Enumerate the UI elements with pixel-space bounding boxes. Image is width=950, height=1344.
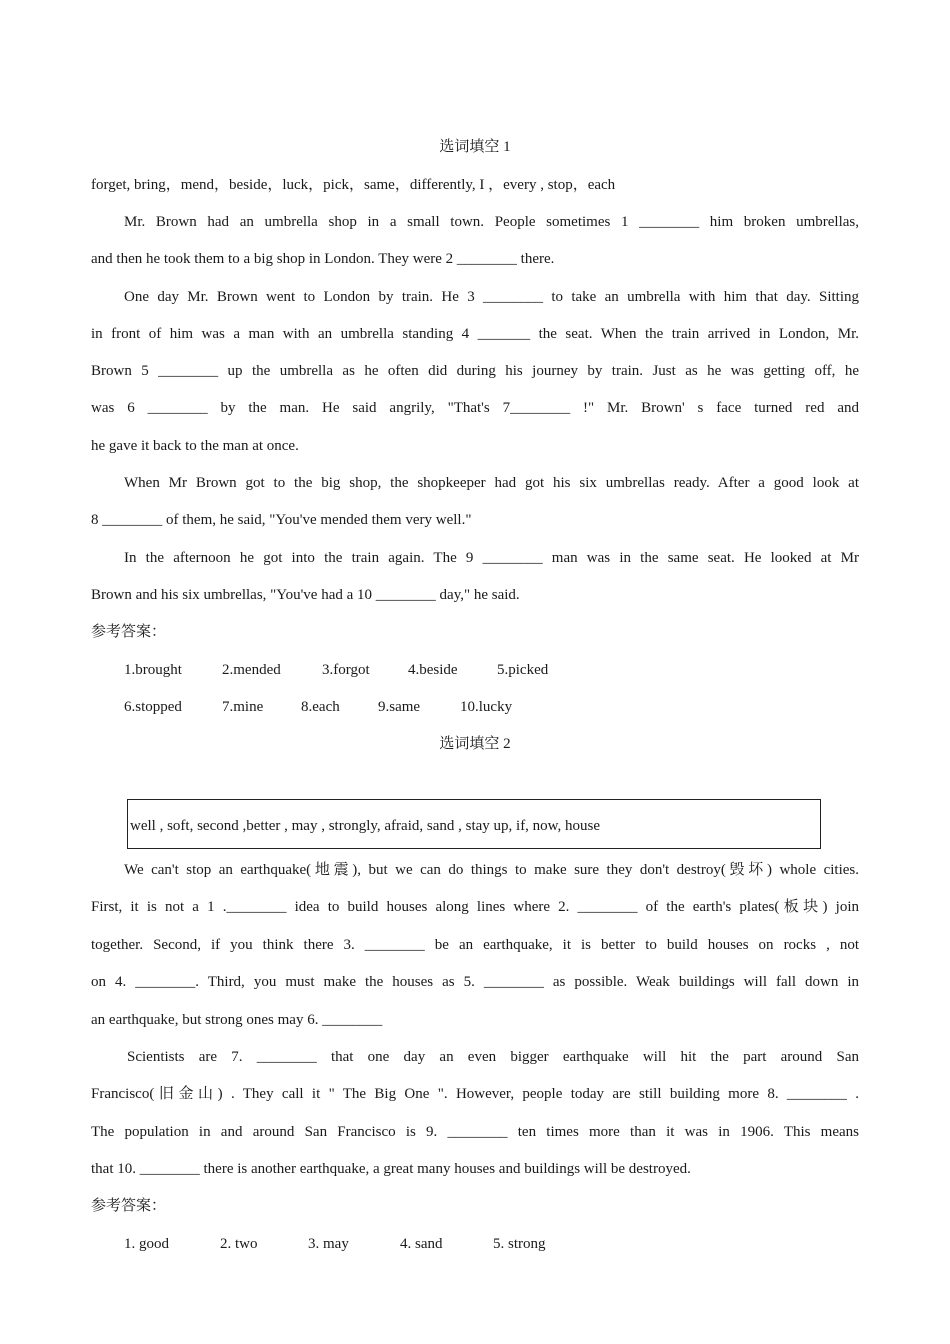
answer-item: 2. two <box>220 1236 258 1252</box>
section2-answer-label: 参考答案： <box>91 1198 167 1214</box>
answer-item: 5.picked <box>497 662 549 678</box>
paragraph-line: Brown and his six umbrellas, "You've had a 10 ________ day," he said. <box>91 587 520 603</box>
answer-item: 3. may <box>308 1236 349 1252</box>
answer-item: 6.stopped <box>124 699 182 715</box>
paragraph-line: on 4. ________. Third, you must make the houses as 5. ________ as possible. Weak buildings will fall down in <box>91 974 859 990</box>
paragraph-line: and then he took them to a big shop in London. They were 2 ________ there. <box>91 251 555 267</box>
section2-title: 选词填空 2 <box>439 736 511 752</box>
section2-word-bank-box <box>127 799 821 849</box>
answer-item: 4.beside <box>408 662 458 678</box>
paragraph-line: Mr. Brown had an umbrella shop in a small town. People sometimes 1 ________ him broken umbrellas, <box>124 214 859 230</box>
paragraph-line: was 6 ________ by the man. He said angrily, "That's 7________ !" Mr. Brown' s face turned red and <box>91 400 859 416</box>
answer-item: 3.forgot <box>322 662 370 678</box>
paragraph-line: Francisco(旧金山) . They call it " The Big One ". However, people today are still building more 8. ________ . <box>91 1086 859 1102</box>
answer-item: 2.mended <box>222 662 281 678</box>
answer-item: 4. sand <box>400 1236 443 1252</box>
section1-word-bank: forget, bring，mend，beside，luck，pick，same，differently, I ，every , stop，each <box>91 177 616 193</box>
section1-title: 选词填空 1 <box>439 139 511 155</box>
paragraph-line: The population in and around San Francisco is 9. ________ ten times more than it was in 1906. This means <box>91 1124 859 1140</box>
paragraph-line: together. Second, if you think there 3. ________ be an earthquake, it is better to build houses on rocks , not <box>91 937 859 953</box>
paragraph-line: he gave it back to the man at once. <box>91 438 299 454</box>
answer-item: 5. strong <box>493 1236 546 1252</box>
section1-answer-label: 参考答案： <box>91 624 167 640</box>
paragraph-line: In the afternoon he got into the train again. The 9 ________ man was in the same seat. He looked at Mr <box>124 550 859 566</box>
paragraph-line: 8 ________ of them, he said, "You've mended them very well." <box>91 512 472 528</box>
answer-item: 7.mine <box>222 699 264 715</box>
paragraph-line: an earthquake, but strong ones may 6. ________ <box>91 1012 383 1028</box>
paragraph-line: One day Mr. Brown went to London by train. He 3 ________ to take an umbrella with him that day. Sitting <box>124 289 859 305</box>
paragraph-line: in front of him was a man with an umbrella standing 4 _______ the seat. When the train arrived in London, Mr. <box>91 326 859 342</box>
section2-word-bank: well , soft, second ,better , may , strongly, afraid, sand , stay up, if, now, house <box>130 818 601 834</box>
paragraph-line: that 10. ________ there is another earthquake, a great many houses and buildings will be destroyed. <box>91 1161 691 1177</box>
paragraph-line: Brown 5 ________ up the umbrella as he often did during his journey by train. Just as he was getting off, he <box>91 363 859 379</box>
paragraph-line: When Mr Brown got to the big shop, the shopkeeper had got his six umbrellas ready. After a good look at <box>124 475 859 491</box>
answer-item: 1. good <box>124 1236 169 1252</box>
paragraph-line: We can't stop an earthquake(地震), but we can do things to make sure they don't destroy(毁坏) whole cities. <box>124 862 859 878</box>
answer-item: 9.same <box>378 699 421 715</box>
answer-item: 10.lucky <box>460 699 513 715</box>
answer-item: 1.brought <box>124 662 182 678</box>
paragraph-line: Scientists are 7. ________ that one day an even bigger earthquake will hit the part around San <box>127 1049 859 1065</box>
answer-item: 8.each <box>301 699 340 715</box>
paragraph-line: First, it is not a 1 .________ idea to build houses along lines where 2. ________ of the earth's plates(板块) join <box>91 899 859 915</box>
